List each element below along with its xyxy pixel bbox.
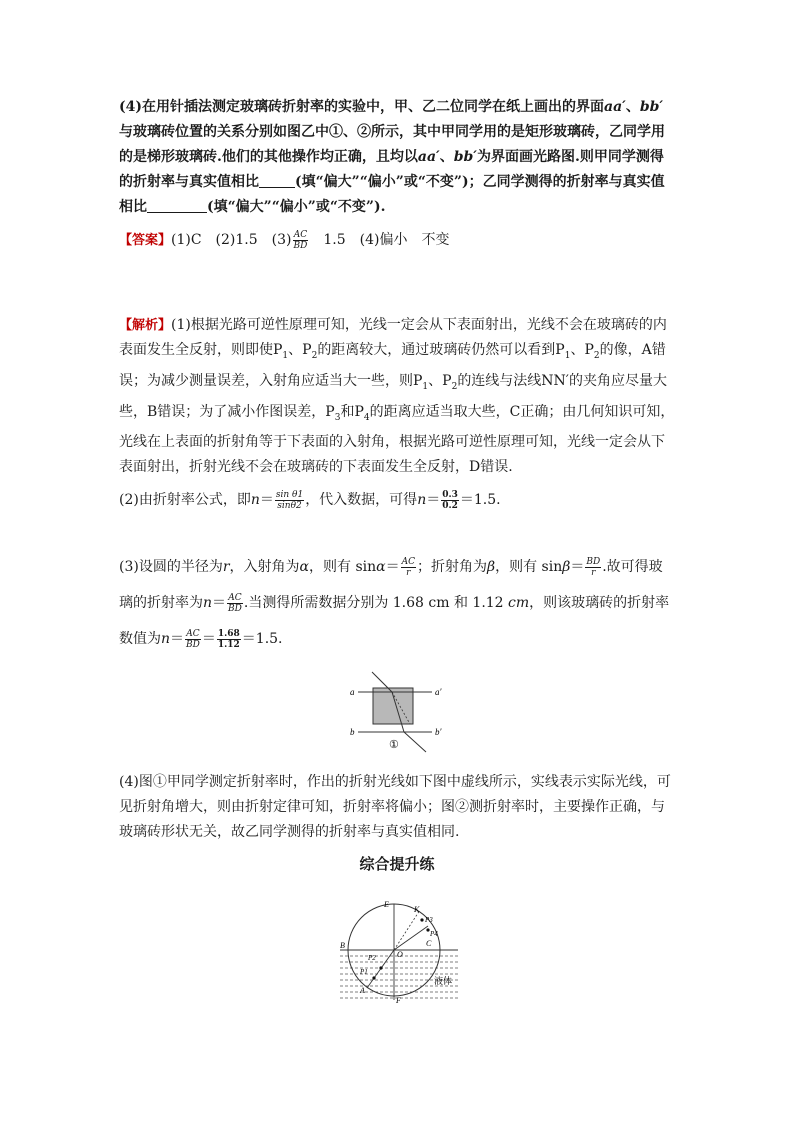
q4-line1: 在用针插法测定玻璃砖折射率的实验中，甲、乙二位同学在纸上画出的界面 bbox=[142, 99, 604, 115]
part2-result: ＝1.5. bbox=[459, 492, 501, 508]
part3-text: (3)设圆的半径为 bbox=[119, 559, 223, 575]
equals: ＝ bbox=[170, 631, 185, 647]
part3-result: ＝1.5. bbox=[241, 631, 283, 647]
part3-text: ；折射角为 bbox=[417, 559, 488, 575]
analysis-text: 的像，A错误；为减少测量误差，入射角应适当大一些，则P bbox=[119, 342, 666, 389]
frac-numerator: AC bbox=[186, 628, 200, 639]
label-A: A bbox=[360, 986, 365, 995]
figure-circle-liquid bbox=[334, 896, 464, 1004]
label-P4: P4 bbox=[430, 930, 438, 938]
index-fraction bbox=[227, 593, 243, 614]
part3-text: ，入射角为 bbox=[229, 559, 300, 575]
frac-denominator: BD bbox=[293, 240, 308, 251]
analysis-text: 、P bbox=[288, 342, 312, 358]
equals: ＝ bbox=[426, 492, 441, 508]
question-4 bbox=[119, 95, 675, 220]
analysis-text: 的距离较大，通过玻璃砖仍然可以看到P bbox=[317, 342, 565, 358]
value-fraction bbox=[441, 490, 459, 511]
frac-numerator: BD bbox=[586, 556, 601, 567]
symbol-n: n bbox=[417, 492, 427, 508]
subscript: 1 bbox=[564, 350, 571, 361]
answer-part1: (1)C (2)1.5 (3) bbox=[171, 232, 292, 248]
analysis-part2 bbox=[119, 488, 675, 513]
figure-rectangular-glass bbox=[340, 668, 460, 754]
label-a: a bbox=[350, 687, 355, 697]
subscript: 3 bbox=[334, 412, 341, 423]
part4-text: (4)图①甲同学测定折射率时，作出的折射光线如下图中虚线所示，实线表示实际光线，可见折射角增大，则由折射定律可知，折射率将偏小；图②测折射率时，主要操作正确，与玻璃砖形状无关，故乙同学测得的折射率与真实值相同. bbox=[119, 774, 671, 840]
subscript: 2 bbox=[311, 350, 318, 361]
answer-tag: 【答案】 bbox=[119, 233, 172, 248]
answer-fraction bbox=[293, 230, 309, 251]
sep: 、 bbox=[439, 149, 454, 165]
frac-numerator: 1.68 bbox=[217, 628, 240, 639]
equals: ＝ bbox=[259, 492, 274, 508]
part2-text: (2)由折射率公式，即 bbox=[119, 492, 251, 508]
analysis-tag: 【解析】 bbox=[119, 318, 172, 333]
part3-text: ，则有 sin bbox=[309, 559, 377, 575]
symbol-beta: β bbox=[562, 559, 571, 575]
label-F: F bbox=[396, 996, 401, 1004]
analysis-text: 、P bbox=[570, 342, 594, 358]
subscript: 4 bbox=[363, 412, 370, 423]
analysis-text: 和P bbox=[340, 403, 364, 420]
bb-label: bb′ bbox=[453, 149, 477, 165]
frac-numerator: sin θ1 bbox=[275, 489, 304, 500]
symbol-n: n bbox=[161, 631, 171, 647]
symbol-alpha: α bbox=[299, 559, 310, 575]
q4-fill1: (填“偏大”“偏小”或“不变”)；乙同学测得的折射率与真实值相比 bbox=[119, 174, 665, 215]
answer-blank-2[interactable] bbox=[147, 198, 207, 213]
symbol-n: n bbox=[203, 595, 213, 611]
symbol-beta: β bbox=[487, 559, 496, 575]
analysis-part1 bbox=[119, 313, 675, 480]
section-title: 综合提升练 bbox=[359, 855, 435, 873]
symbol-n: n bbox=[250, 492, 260, 508]
frac-denominator: BD bbox=[186, 639, 200, 650]
ray-OK-dashed bbox=[394, 910, 420, 950]
index-fraction bbox=[185, 629, 201, 650]
label-b: b bbox=[350, 727, 355, 737]
equals: ＝ bbox=[570, 559, 585, 575]
q4-line2: 与玻璃砖位置的关系分别如图乙中①、②所示，其中甲同学用的是矩形玻璃砖，乙同学用的是梯形玻璃砖.他们的其他操作均正确，且均以 bbox=[119, 124, 665, 165]
subscript: 2 bbox=[593, 350, 600, 361]
frac-denominator: BD bbox=[228, 603, 242, 614]
equals: ＝ bbox=[212, 595, 227, 611]
snell-fraction bbox=[275, 490, 304, 511]
equals: ＝ bbox=[201, 631, 216, 647]
part3-text: .故可得玻璃的折射率为 bbox=[119, 559, 663, 611]
sep: 、 bbox=[625, 99, 640, 115]
label-P3: P3 bbox=[425, 916, 433, 924]
analysis-part3 bbox=[119, 549, 675, 657]
analysis-text: 的距离应适当取大些，C正确；由几何知识可知，光线在上表面的折射角等于下表面的入射角，根据光路可逆性原理可知，光线一定会从下表面射出，折射光线不会在玻璃砖的下表面发生全反射，D错误. bbox=[119, 403, 675, 476]
label-E: E bbox=[384, 900, 389, 909]
analysis-text: 、P bbox=[428, 372, 452, 389]
figure-1-label: ① bbox=[389, 739, 399, 751]
ray-O-P4 bbox=[394, 926, 428, 950]
label-P1: P1 bbox=[360, 968, 368, 976]
frac-numerator: AC bbox=[401, 556, 416, 567]
frac-numerator: 0.3 bbox=[442, 489, 458, 500]
q4-label: (4) bbox=[119, 99, 142, 115]
emergent-ray bbox=[404, 732, 426, 752]
part3-text: ，则该玻璃砖的折射率数值为 bbox=[119, 595, 670, 647]
frac-denominator: 0.2 bbox=[442, 500, 458, 511]
label-liquid: 液体 bbox=[434, 976, 453, 986]
aa-label: aa′ bbox=[604, 99, 626, 115]
bb-label: bb′ bbox=[639, 99, 664, 115]
answer-part2: 1.5 (4)偏小 不变 bbox=[309, 232, 450, 248]
part3-text: .当测得所需数据分别为 1.68 cm 和 1.12 bbox=[243, 595, 504, 611]
subscript: 1 bbox=[422, 381, 429, 392]
label-K: K bbox=[414, 905, 420, 914]
pin-P2 bbox=[379, 966, 382, 969]
unit-cm: cm bbox=[508, 595, 530, 611]
symbol-alpha: α bbox=[376, 559, 386, 575]
subscript: 2 bbox=[451, 381, 458, 392]
part2-text: ，代入数据，可得 bbox=[305, 492, 418, 508]
frac-denominator: 1.12 bbox=[217, 639, 240, 650]
pin-P3 bbox=[420, 918, 423, 921]
sin-beta-fraction bbox=[585, 557, 601, 578]
q4-fill2: (填“偏大”“偏小”或“不变”). bbox=[207, 199, 386, 215]
frac-denominator: r bbox=[591, 567, 596, 578]
analysis-text: (1)根据光路可逆性原理可知，光线一定会从下表面射出，光线不会在玻璃砖的内表面发生全反射，则即使P bbox=[119, 317, 667, 358]
value-fraction bbox=[217, 629, 241, 650]
answer-blank-1[interactable] bbox=[259, 173, 295, 188]
label-B: B bbox=[340, 941, 345, 950]
frac-numerator: AC bbox=[293, 229, 308, 240]
frac-denominator: r bbox=[406, 567, 411, 578]
label-a-prime: a′ bbox=[435, 687, 442, 697]
pin-P1 bbox=[372, 976, 375, 979]
analysis-text: 的连线与法线NN′的夹角应尽量大些，B错误；为了减小作图误差，P bbox=[119, 372, 667, 420]
analysis-part4 bbox=[119, 770, 675, 845]
subscript: 1 bbox=[282, 350, 289, 361]
label-C: C bbox=[426, 939, 432, 948]
label-b-prime: b′ bbox=[435, 727, 442, 737]
aa-label: aa′ bbox=[417, 149, 440, 165]
frac-denominator: sinθ2 bbox=[277, 500, 302, 511]
label-O: O bbox=[397, 950, 403, 959]
answer-line bbox=[119, 228, 675, 253]
q4-line3: 为界面画光路图.则甲同学测得的折射率与真实值相比 bbox=[119, 149, 664, 190]
label-P2: P2 bbox=[368, 954, 376, 962]
equals: ＝ bbox=[385, 559, 400, 575]
symbol-r: r bbox=[222, 559, 230, 575]
part3-text: ，则有 sin bbox=[495, 559, 563, 575]
sin-alpha-fraction bbox=[401, 557, 416, 578]
frac-numerator: AC bbox=[228, 592, 242, 603]
